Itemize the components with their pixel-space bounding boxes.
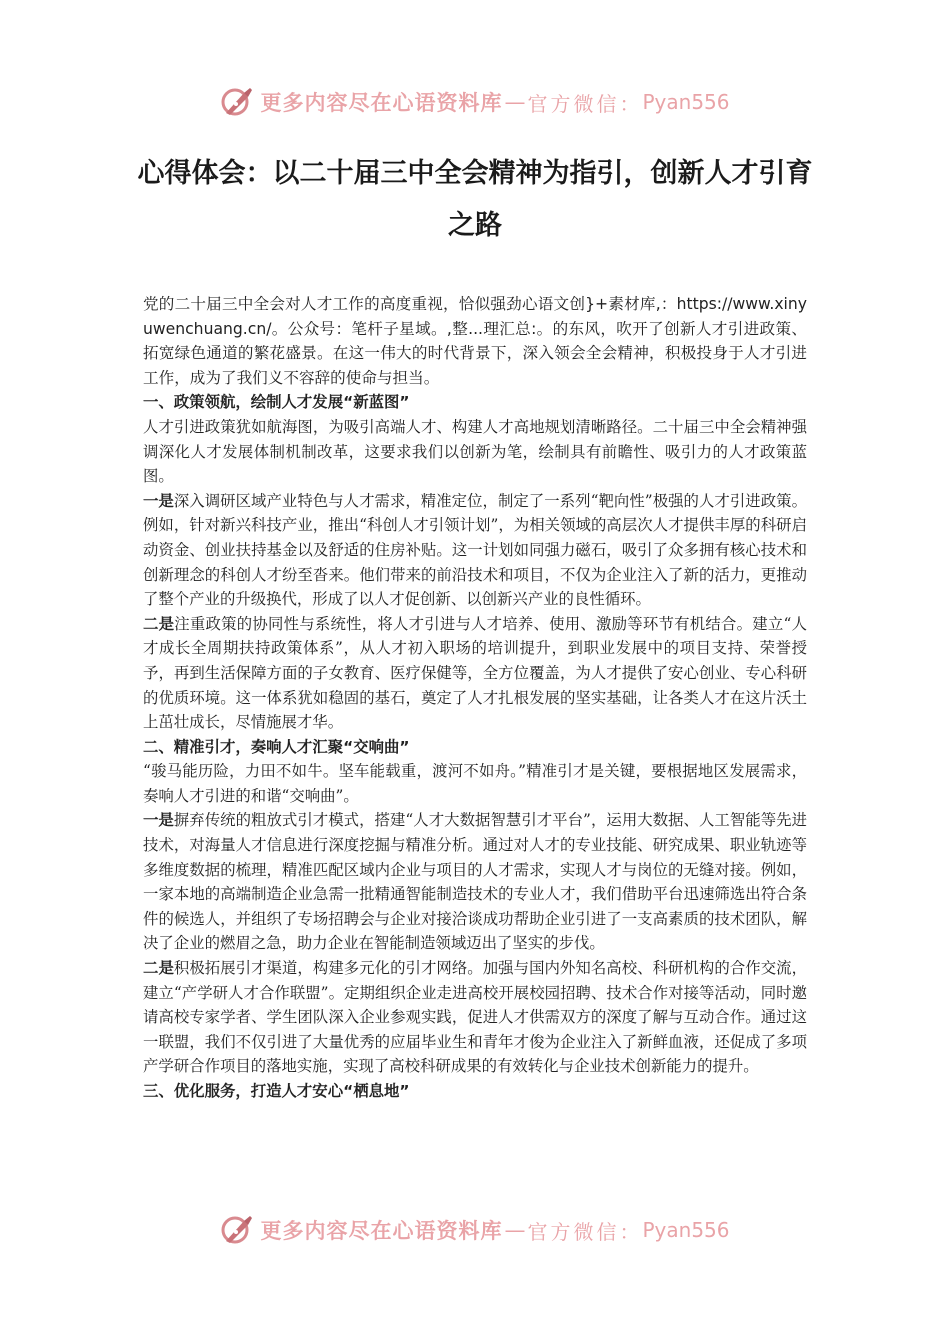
banner-separator: —: [504, 1218, 526, 1242]
point-text: 注重政策的协同性与系统性，将人才引进与人才培养、使用、激励等环节有机结合。建立“人才成长全周期扶持政策体系”，从人才初入职场的培训提升，到职业发展中的项目支持、荣誉授予，再到生活保障方面的子女教育、医疗保健等，全方位覆盖，为人才提供了安心创业、专心科研的优质环境。这一体系犹如稳固的基石，奠定了人才扎根发展的坚实基础，让各类人才在这片沃土上茁壮成长，尽情施展才华。: [143, 614, 807, 732]
point-lead: 二是: [143, 614, 175, 633]
banner-text: 更多内容尽在心语资料库: [260, 1218, 503, 1243]
section-1-point-1: [143, 489, 807, 612]
footer-banner: [0, 1210, 950, 1250]
section-2-point-1: [143, 808, 807, 956]
point-lead: 一是: [143, 491, 174, 510]
section-2-point-2: [143, 956, 807, 1079]
banner-text: 更多内容尽在心语资料库: [260, 90, 503, 115]
header-banner: [0, 82, 950, 122]
fountain-pen-logo-icon: [220, 85, 254, 119]
section-heading-3: 三、优化服务，打造人才安心“栖息地”: [143, 1082, 410, 1100]
point-text: 深入调研区域产业特色与人才需求，精准定位，制定了一系列“靶向性”极强的人才引进政策。例如，针对新兴科技产业，推出“科创人才引领计划”，为相关领域的高层次人才提供丰厚的科研启动资金、创业扶持基金以及舒适的住房补贴。这一计划如同强力磁石，吸引了众多拥有核心技术和创新理念的科创人才纷至沓来。他们带来的前沿技术和项目，不仅为企业注入了新的活力，更推动了整个产业的升级换代，形成了以人才促创新、以创新兴产业的良性循环。: [143, 491, 807, 609]
section-2-intro: “骏马能历险，力田不如牛。坚车能载重，渡河不如舟。”精准引才是关键，要根据地区发展需求，奏响人才引进的和谐“交响曲”。: [143, 762, 807, 805]
banner-wechat-label: 官方微信：: [527, 1219, 643, 1244]
point-text: 摒弃传统的粗放式引才模式，搭建“人才大数据智慧引才平台”，运用大数据、人工智能等先进技术，对海量人才信息进行深度挖掘与精准分析。通过对人才的专业技能、研究成果、职业轨迹等多维度数据的梳理，精准匹配区域内企业与项目的人才需求，实现人才与岗位的无缝对接。例如，一家本地的高端制造企业急需一批精通智能制造技术的专业人才，我们借助平台迅速筛选出符合条件的候选人，并组织了专场招聘会与企业对接洽谈成功帮助企业引进了一支高素质的技术团队，解决了企业的燃眉之急，助力企业在智能制造领域迈出了坚实的步伐。: [143, 811, 807, 953]
banner-wechat-id: Pyan556: [642, 1218, 730, 1242]
section-heading-1: 一、政策领航，绘制人才发展“新蓝图”: [143, 393, 410, 412]
fountain-pen-logo-icon: [220, 1213, 254, 1247]
banner-wechat-label: 官方微信：: [527, 91, 643, 116]
intro-paragraph: 党的二十届三中全会对人才工作的高度重视，恰似强劲心语文创}+素材库,：https://www.xinyuwenchuang.cn/。公众号：笔杆子星域。,整...理汇总:。的东风，吹开了创新人才引进政策、拓宽绿色通道的繁花盛景。在这一伟大的时代背景下，深入领会全会精神，积极投身于人才引进工作，成为了我们义不容辞的使命与担当。: [143, 295, 807, 387]
section-heading-2: 二、精准引才，奏响人才汇聚“交响曲”: [143, 737, 410, 756]
point-lead: 二是: [143, 959, 174, 978]
section-1-point-2: [143, 612, 807, 735]
section-1-intro: 人才引进政策犹如航海图，为吸引高端人才、构建人才高地规划清晰路径。二十届三中全会精神强调深化人才发展体制机制改革，这要求我们以创新为笔，绘制具有前瞻性、吸引力的人才政策蓝图。: [143, 417, 807, 486]
banner-separator: —: [504, 90, 526, 114]
document-title: 心得体会：以二十届三中全会精神为指引，创新人才引育之路: [137, 158, 813, 241]
banner-wechat-id: Pyan556: [642, 90, 730, 114]
point-lead: 一是: [143, 811, 174, 830]
document-body: [143, 292, 807, 1104]
point-text: 积极拓展引才渠道，构建多元化的引才网络。加强与国内外知名高校、科研机构的合作交流，建立“产学研人才合作联盟”。定期组织企业走进高校开展校园招聘、技术合作对接等活动，同时邀请高校专家学者、学生团队深入企业参观实践，促进人才供需双方的深度了解与互动合作。通过这一联盟，我们不仅引进了大量优秀的应届毕业生和青年才俊为企业注入了新鲜血液，还促成了多项产学研合作项目的落地实施，实现了高校科研成果的有效转化与企业技术创新能力的提升。: [143, 959, 807, 1076]
